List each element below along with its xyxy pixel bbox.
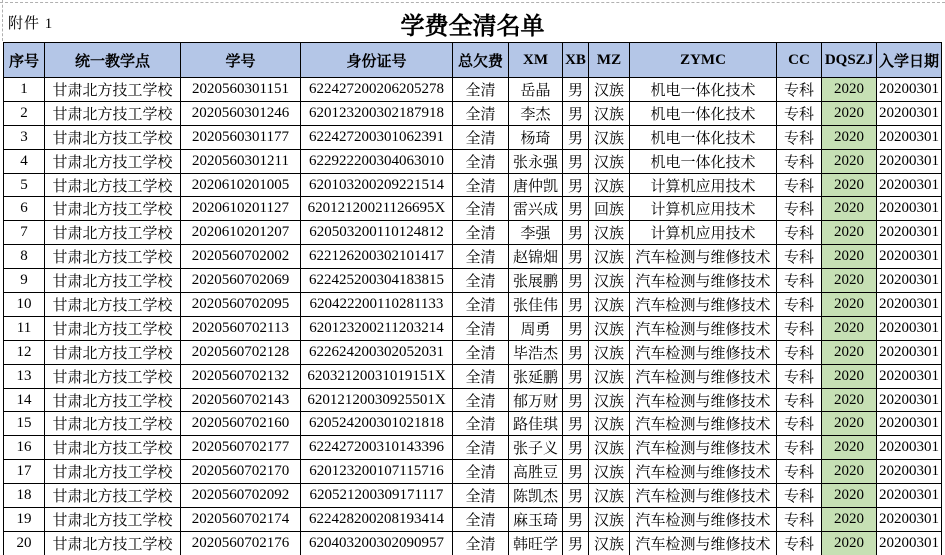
cell-xb: 男	[563, 293, 589, 317]
cell-seq: 10	[4, 293, 45, 317]
cell-id_card: 62012120030925501X	[301, 388, 453, 412]
cell-arrears: 全清	[453, 293, 509, 317]
cell-enroll_date: 20200301	[877, 173, 942, 197]
cell-dqszj: 2020	[822, 245, 877, 269]
table-row	[4, 245, 942, 269]
cell-enroll_date: 20200301	[877, 197, 942, 221]
cell-mz: 汉族	[589, 508, 630, 532]
cell-school: 甘肃北方技工学校	[45, 221, 181, 245]
cell-enroll_date: 20200301	[877, 269, 942, 293]
cell-xm: 郁万财	[509, 388, 563, 412]
cell-school: 甘肃北方技工学校	[45, 484, 181, 508]
cell-id_card: 620521200309171117	[301, 484, 453, 508]
cell-xm: 李强	[509, 221, 563, 245]
cell-enroll_date: 20200301	[877, 101, 942, 125]
cell-id_card: 62032120031019151X	[301, 364, 453, 388]
cell-seq: 13	[4, 364, 45, 388]
table-row	[4, 221, 942, 245]
cell-zymc: 汽车检测与维修技术	[630, 293, 777, 317]
column-header-id_card: 身份证号	[301, 43, 453, 78]
fee-clear-table	[3, 42, 942, 555]
cell-seq: 15	[4, 412, 45, 436]
cell-xb: 男	[563, 484, 589, 508]
cell-seq: 18	[4, 484, 45, 508]
cell-seq: 5	[4, 173, 45, 197]
cell-mz: 汉族	[589, 388, 630, 412]
cell-student_id: 2020560702092	[181, 484, 301, 508]
cell-id_card: 620123200211203214	[301, 316, 453, 340]
cell-student_id: 2020560702132	[181, 364, 301, 388]
cell-zymc: 汽车检测与维修技术	[630, 269, 777, 293]
cell-student_id: 2020560301211	[181, 149, 301, 173]
cell-school: 甘肃北方技工学校	[45, 78, 181, 102]
cell-dqszj: 2020	[822, 149, 877, 173]
cell-xb: 男	[563, 412, 589, 436]
page-break-line-top	[0, 2, 945, 3]
cell-seq: 14	[4, 388, 45, 412]
cell-student_id: 2020560702095	[181, 293, 301, 317]
cell-xb: 男	[563, 436, 589, 460]
cell-dqszj: 2020	[822, 78, 877, 102]
cell-student_id: 2020560702177	[181, 436, 301, 460]
cell-school: 甘肃北方技工学校	[45, 245, 181, 269]
cell-mz: 汉族	[589, 484, 630, 508]
cell-id_card: 622427200310143396	[301, 436, 453, 460]
table-row	[4, 101, 942, 125]
cell-cc: 专科	[777, 388, 822, 412]
cell-xm: 雷兴成	[509, 197, 563, 221]
cell-enroll_date: 20200301	[877, 508, 942, 532]
cell-arrears: 全清	[453, 412, 509, 436]
cell-student_id: 2020560301151	[181, 78, 301, 102]
cell-xm: 毕浩杰	[509, 340, 563, 364]
cell-xm: 周勇	[509, 316, 563, 340]
cell-arrears: 全清	[453, 508, 509, 532]
cell-dqszj: 2020	[822, 484, 877, 508]
table-row	[4, 508, 942, 532]
cell-enroll_date: 20200301	[877, 388, 942, 412]
table-row	[4, 197, 942, 221]
cell-seq: 9	[4, 269, 45, 293]
column-header-enroll_date: 入学日期	[877, 43, 942, 78]
cell-seq: 16	[4, 436, 45, 460]
cell-xb: 男	[563, 149, 589, 173]
cell-xm: 张子义	[509, 436, 563, 460]
cell-cc: 专科	[777, 173, 822, 197]
cell-arrears: 全清	[453, 316, 509, 340]
cell-zymc: 汽车检测与维修技术	[630, 364, 777, 388]
cell-zymc: 汽车检测与维修技术	[630, 412, 777, 436]
cell-mz: 汉族	[589, 364, 630, 388]
cell-arrears: 全清	[453, 149, 509, 173]
cell-arrears: 全清	[453, 101, 509, 125]
cell-seq: 17	[4, 460, 45, 484]
cell-xb: 男	[563, 388, 589, 412]
attachment-label: 附件 1	[8, 16, 54, 32]
cell-xm: 赵锦畑	[509, 245, 563, 269]
cell-xm: 张展鹏	[509, 269, 563, 293]
cell-student_id: 2020560702113	[181, 316, 301, 340]
cell-student_id: 2020610201005	[181, 173, 301, 197]
cell-enroll_date: 20200301	[877, 78, 942, 102]
cell-arrears: 全清	[453, 436, 509, 460]
cell-enroll_date: 20200301	[877, 436, 942, 460]
column-header-mz: MZ	[589, 43, 630, 78]
table-row	[4, 149, 942, 173]
cell-mz: 汉族	[589, 78, 630, 102]
cell-enroll_date: 20200301	[877, 484, 942, 508]
cell-cc: 专科	[777, 197, 822, 221]
cell-zymc: 汽车检测与维修技术	[630, 340, 777, 364]
cell-dqszj: 2020	[822, 508, 877, 532]
cell-cc: 专科	[777, 436, 822, 460]
cell-student_id: 2020560702143	[181, 388, 301, 412]
cell-zymc: 汽车检测与维修技术	[630, 531, 777, 555]
cell-xm: 麻玉琦	[509, 508, 563, 532]
cell-seq: 6	[4, 197, 45, 221]
cell-cc: 专科	[777, 508, 822, 532]
cell-mz: 汉族	[589, 293, 630, 317]
cell-xb: 男	[563, 340, 589, 364]
cell-id_card: 620403200302090957	[301, 531, 453, 555]
cell-enroll_date: 20200301	[877, 316, 942, 340]
cell-student_id: 2020560702002	[181, 245, 301, 269]
page-title: 学费全清名单	[400, 14, 545, 40]
cell-school: 甘肃北方技工学校	[45, 460, 181, 484]
cell-school: 甘肃北方技工学校	[45, 316, 181, 340]
cell-xm: 路佳琪	[509, 412, 563, 436]
table-row	[4, 412, 942, 436]
cell-cc: 专科	[777, 340, 822, 364]
cell-school: 甘肃北方技工学校	[45, 269, 181, 293]
cell-school: 甘肃北方技工学校	[45, 149, 181, 173]
cell-id_card: 620103200209221514	[301, 173, 453, 197]
cell-zymc: 机电一体化技术	[630, 78, 777, 102]
cell-school: 甘肃北方技工学校	[45, 197, 181, 221]
cell-seq: 3	[4, 125, 45, 149]
cell-arrears: 全清	[453, 78, 509, 102]
cell-dqszj: 2020	[822, 173, 877, 197]
cell-xm: 张延鹏	[509, 364, 563, 388]
cell-xm: 张佳伟	[509, 293, 563, 317]
cell-student_id: 2020560702176	[181, 531, 301, 555]
cell-id_card: 62012120021126695X	[301, 197, 453, 221]
cell-xb: 男	[563, 125, 589, 149]
cell-id_card: 622427200301062391	[301, 125, 453, 149]
cell-mz: 汉族	[589, 221, 630, 245]
cell-arrears: 全清	[453, 484, 509, 508]
cell-enroll_date: 20200301	[877, 340, 942, 364]
table-row	[4, 531, 942, 555]
cell-id_card: 620503200110124812	[301, 221, 453, 245]
column-header-cc: CC	[777, 43, 822, 78]
cell-school: 甘肃北方技工学校	[45, 531, 181, 555]
cell-cc: 专科	[777, 316, 822, 340]
cell-mz: 汉族	[589, 149, 630, 173]
column-header-zymc: ZYMC	[630, 43, 777, 78]
cell-zymc: 汽车检测与维修技术	[630, 508, 777, 532]
table-row	[4, 364, 942, 388]
cell-dqszj: 2020	[822, 460, 877, 484]
cell-xb: 男	[563, 197, 589, 221]
cell-zymc: 汽车检测与维修技术	[630, 316, 777, 340]
cell-id_card: 622428200208193414	[301, 508, 453, 532]
cell-seq: 11	[4, 316, 45, 340]
cell-student_id: 2020610201127	[181, 197, 301, 221]
cell-arrears: 全清	[453, 245, 509, 269]
cell-enroll_date: 20200301	[877, 531, 942, 555]
cell-mz: 汉族	[589, 316, 630, 340]
cell-xm: 张永强	[509, 149, 563, 173]
cell-zymc: 汽车检测与维修技术	[630, 436, 777, 460]
cell-cc: 专科	[777, 364, 822, 388]
column-header-xb: XB	[563, 43, 589, 78]
cell-xm: 韩旺学	[509, 531, 563, 555]
cell-xb: 男	[563, 245, 589, 269]
cell-seq: 12	[4, 340, 45, 364]
cell-dqszj: 2020	[822, 101, 877, 125]
cell-school: 甘肃北方技工学校	[45, 173, 181, 197]
cell-arrears: 全清	[453, 125, 509, 149]
cell-id_card: 622427200206205278	[301, 78, 453, 102]
cell-zymc: 汽车检测与维修技术	[630, 460, 777, 484]
column-header-seq: 序号	[4, 43, 45, 78]
cell-dqszj: 2020	[822, 125, 877, 149]
cell-id_card: 620123200302187918	[301, 101, 453, 125]
cell-id_card: 622922200304063010	[301, 149, 453, 173]
cell-id_card: 622624200302052031	[301, 340, 453, 364]
cell-school: 甘肃北方技工学校	[45, 125, 181, 149]
cell-student_id: 2020560702170	[181, 460, 301, 484]
cell-xb: 男	[563, 316, 589, 340]
cell-cc: 专科	[777, 460, 822, 484]
cell-xb: 男	[563, 221, 589, 245]
cell-dqszj: 2020	[822, 412, 877, 436]
cell-cc: 专科	[777, 149, 822, 173]
cell-xm: 高胜豆	[509, 460, 563, 484]
column-header-xm: XM	[509, 43, 563, 78]
column-header-arrears: 总欠费	[453, 43, 509, 78]
cell-dqszj: 2020	[822, 269, 877, 293]
table-row	[4, 388, 942, 412]
cell-arrears: 全清	[453, 197, 509, 221]
cell-enroll_date: 20200301	[877, 364, 942, 388]
cell-student_id: 2020560301246	[181, 101, 301, 125]
cell-student_id: 2020560702128	[181, 340, 301, 364]
table-row	[4, 316, 942, 340]
cell-cc: 专科	[777, 221, 822, 245]
cell-student_id: 2020610201207	[181, 221, 301, 245]
column-header-school: 统一教学点	[45, 43, 181, 78]
cell-school: 甘肃北方技工学校	[45, 388, 181, 412]
cell-mz: 汉族	[589, 531, 630, 555]
cell-enroll_date: 20200301	[877, 412, 942, 436]
table-row	[4, 125, 942, 149]
cell-school: 甘肃北方技工学校	[45, 364, 181, 388]
table-row	[4, 293, 942, 317]
cell-arrears: 全清	[453, 388, 509, 412]
cell-dqszj: 2020	[822, 221, 877, 245]
column-header-student_id: 学号	[181, 43, 301, 78]
cell-arrears: 全清	[453, 269, 509, 293]
cell-xm: 陈凯杰	[509, 484, 563, 508]
cell-cc: 专科	[777, 245, 822, 269]
cell-mz: 汉族	[589, 460, 630, 484]
cell-xb: 男	[563, 460, 589, 484]
cell-enroll_date: 20200301	[877, 293, 942, 317]
cell-cc: 专科	[777, 101, 822, 125]
cell-school: 甘肃北方技工学校	[45, 340, 181, 364]
table-row	[4, 78, 942, 102]
table-row	[4, 173, 942, 197]
cell-dqszj: 2020	[822, 531, 877, 555]
cell-id_card: 622425200304183815	[301, 269, 453, 293]
cell-mz: 汉族	[589, 101, 630, 125]
cell-mz: 汉族	[589, 412, 630, 436]
cell-arrears: 全清	[453, 460, 509, 484]
cell-zymc: 汽车检测与维修技术	[630, 245, 777, 269]
cell-seq: 19	[4, 508, 45, 532]
cell-seq: 2	[4, 101, 45, 125]
cell-arrears: 全清	[453, 221, 509, 245]
cell-school: 甘肃北方技工学校	[45, 436, 181, 460]
cell-mz: 汉族	[589, 340, 630, 364]
cell-cc: 专科	[777, 269, 822, 293]
cell-id_card: 620123200107115716	[301, 460, 453, 484]
cell-xm: 杨琦	[509, 125, 563, 149]
cell-dqszj: 2020	[822, 388, 877, 412]
cell-enroll_date: 20200301	[877, 221, 942, 245]
cell-zymc: 机电一体化技术	[630, 125, 777, 149]
table-row	[4, 460, 942, 484]
cell-seq: 4	[4, 149, 45, 173]
cell-mz: 汉族	[589, 173, 630, 197]
cell-arrears: 全清	[453, 340, 509, 364]
cell-dqszj: 2020	[822, 436, 877, 460]
cell-zymc: 计算机应用技术	[630, 173, 777, 197]
cell-seq: 1	[4, 78, 45, 102]
table-row	[4, 269, 942, 293]
cell-zymc: 汽车检测与维修技术	[630, 484, 777, 508]
cell-student_id: 2020560702069	[181, 269, 301, 293]
cell-seq: 7	[4, 221, 45, 245]
cell-school: 甘肃北方技工学校	[45, 412, 181, 436]
cell-enroll_date: 20200301	[877, 245, 942, 269]
cell-dqszj: 2020	[822, 293, 877, 317]
cell-xb: 男	[563, 101, 589, 125]
cell-cc: 专科	[777, 78, 822, 102]
cell-xm: 唐仲凯	[509, 173, 563, 197]
cell-school: 甘肃北方技工学校	[45, 293, 181, 317]
cell-mz: 汉族	[589, 125, 630, 149]
cell-zymc: 汽车检测与维修技术	[630, 388, 777, 412]
cell-id_card: 620524200301021818	[301, 412, 453, 436]
cell-id_card: 622126200302101417	[301, 245, 453, 269]
cell-dqszj: 2020	[822, 197, 877, 221]
cell-dqszj: 2020	[822, 316, 877, 340]
cell-enroll_date: 20200301	[877, 149, 942, 173]
cell-mz: 回族	[589, 197, 630, 221]
cell-dqszj: 2020	[822, 340, 877, 364]
table-body	[4, 78, 942, 555]
table-row	[4, 340, 942, 364]
cell-arrears: 全清	[453, 531, 509, 555]
cell-xb: 男	[563, 269, 589, 293]
cell-id_card: 620422200110281133	[301, 293, 453, 317]
cell-arrears: 全清	[453, 364, 509, 388]
cell-zymc: 机电一体化技术	[630, 101, 777, 125]
cell-mz: 汉族	[589, 269, 630, 293]
table-row	[4, 484, 942, 508]
cell-xb: 男	[563, 508, 589, 532]
cell-enroll_date: 20200301	[877, 125, 942, 149]
column-header-dqszj: DQSZJ	[822, 43, 877, 78]
cell-seq: 20	[4, 531, 45, 555]
cell-student_id: 2020560301177	[181, 125, 301, 149]
cell-enroll_date: 20200301	[877, 460, 942, 484]
cell-xm: 岳晶	[509, 78, 563, 102]
cell-zymc: 计算机应用技术	[630, 221, 777, 245]
cell-xm: 李杰	[509, 101, 563, 125]
cell-school: 甘肃北方技工学校	[45, 508, 181, 532]
table-row	[4, 436, 942, 460]
cell-xb: 男	[563, 78, 589, 102]
cell-school: 甘肃北方技工学校	[45, 101, 181, 125]
cell-cc: 专科	[777, 293, 822, 317]
cell-xb: 男	[563, 364, 589, 388]
cell-zymc: 机电一体化技术	[630, 149, 777, 173]
cell-cc: 专科	[777, 531, 822, 555]
table-header-row	[4, 43, 942, 78]
cell-student_id: 2020560702174	[181, 508, 301, 532]
cell-seq: 8	[4, 245, 45, 269]
cell-mz: 汉族	[589, 436, 630, 460]
cell-xb: 男	[563, 173, 589, 197]
cell-arrears: 全清	[453, 173, 509, 197]
cell-mz: 汉族	[589, 245, 630, 269]
cell-dqszj: 2020	[822, 364, 877, 388]
cell-xb: 男	[563, 531, 589, 555]
cell-zymc: 计算机应用技术	[630, 197, 777, 221]
cell-cc: 专科	[777, 484, 822, 508]
cell-cc: 专科	[777, 412, 822, 436]
cell-cc: 专科	[777, 125, 822, 149]
cell-student_id: 2020560702160	[181, 412, 301, 436]
